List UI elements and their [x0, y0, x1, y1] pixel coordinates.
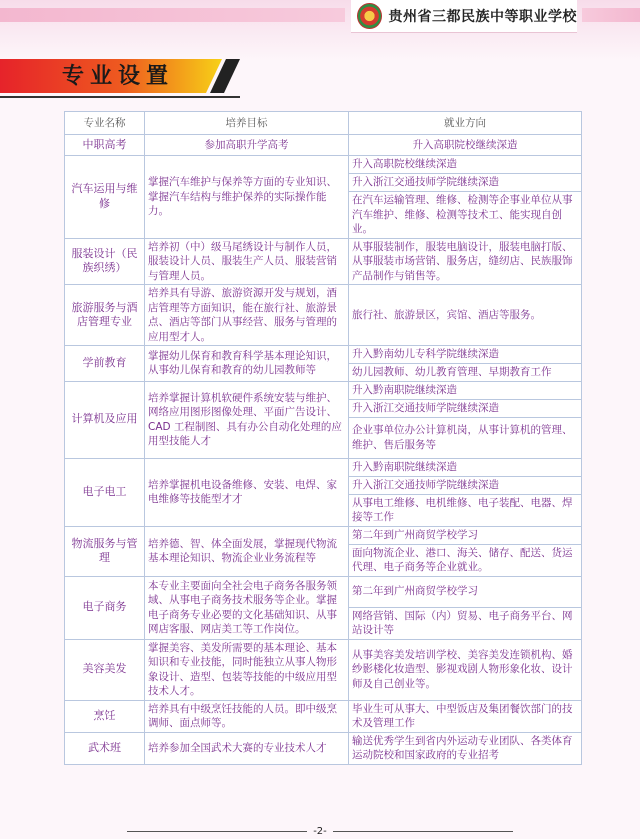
table-row [65, 732, 582, 764]
major-direction: 升入浙江交通技师学院继续深造 [349, 174, 582, 192]
major-direction: 毕业生可从事大、中型饭店及集团餐饮部门的技术及管理工作 [349, 700, 582, 732]
major-direction: 升入浙江交通技师学院继续深造 [349, 399, 582, 417]
school-logo-icon [357, 3, 382, 29]
major-name: 美容美发 [65, 639, 145, 700]
major-direction: 从事美容美发培训学校、美容美发连锁机构、婚纱影楼化妆造型、影视戏剧人物形象化妆、设计师及自己创业等。 [349, 639, 582, 700]
major-name: 服装设计（民族织绣） [65, 238, 145, 285]
major-goal: 培养具有导游、旅游资源开发与规划，酒店管理等方面知识，能在旅行社、旅游景点、酒店等部门从事经营、服务与管理的应用型才人。 [145, 285, 349, 346]
major-goal: 培养掌握计算机软硬件系统安装与维护、网络应用图形图像处理、平面广告设计、CAD 工程制图、具有办公自动化处理的应用型技能人才 [145, 381, 349, 458]
table-row [65, 700, 582, 732]
page-number: -2- [313, 825, 327, 837]
table-header-row [65, 112, 582, 135]
major-direction: 升入黔南幼儿专科学院继续深造 [349, 346, 582, 364]
header-direction: 就业方向 [349, 112, 582, 135]
major-direction: 旅行社、旅游景区，宾馆、酒店等服务。 [349, 285, 582, 346]
major-goal: 掌握汽车维护与保养等方面的专业知识、掌握汽车结构与维护保养的实际操作能力。 [145, 156, 349, 239]
table-row [65, 135, 582, 156]
header-major-name: 专业名称 [65, 112, 145, 135]
major-direction: 升入黔南职院继续深造 [349, 458, 582, 476]
major-direction: 升入浙江交通技师学院继续深造 [349, 476, 582, 494]
major-direction: 面向物流企业、港口、海关、储存、配送、货运代理、电子商务等企业就业。 [349, 544, 582, 576]
major-direction: 幼儿园教师、幼儿教育管理、早期教育工作 [349, 364, 582, 382]
table-row [65, 346, 582, 364]
major-direction: 从事服装制作，服装电脑设计，服装电脑打版、从事服装市场营销、服务店，缝纫店、民族服饰产品制作与销售等。 [349, 238, 582, 285]
major-name: 电子商务 [65, 576, 145, 639]
major-direction: 升入高职院校继续深造 [349, 156, 582, 174]
school-header [351, 0, 577, 33]
major-direction: 第二年到广州商贸学校学习 [349, 526, 582, 544]
major-direction: 网络营销、国际（内）贸易、电子商务平台、网站设计等 [349, 607, 582, 639]
header-decoration-right [582, 8, 640, 22]
major-direction: 输送优秀学生到省内外运动专业团队、各类体育运动院校和国家政府的专业招考 [349, 732, 582, 764]
major-goal: 培养德、智、体全面发展，掌握现代物流基本理论知识、物流企业业务流程等 [145, 526, 349, 576]
section-title: 专业设置 [62, 63, 175, 89]
table-row [65, 238, 582, 285]
major-direction: 升入黔南职院继续深造 [349, 381, 582, 399]
footer-line-right [333, 831, 513, 832]
major-goal: 培养初（中）级马尾绣设计与制作人员，服装设计人员、服装生产人员、服装营销与管理人员。 [145, 238, 349, 285]
major-goal: 掌握美容、美发所需要的基本理论、基本知识和专业技能，同时能独立从事人物形象设计、造型、包装等技能的中级应用型技术人才。 [145, 639, 349, 700]
major-direction: 从事电工维修、电机维修、电子装配、电器、焊接等工作 [349, 494, 582, 526]
table-row [65, 381, 582, 399]
major-direction: 在汽车运输管理、维修、检测等企事业单位从事汽车维护、维修、检测等技术工、能实现自创业。 [349, 192, 582, 239]
major-name: 武术班 [65, 732, 145, 764]
major-goal: 掌握幼儿保育和教育科学基本理论知识，从事幼儿保育和教育的幼儿园教师等 [145, 346, 349, 382]
table-row [65, 576, 582, 607]
header-decoration-left [0, 8, 345, 22]
major-name: 学前教育 [65, 346, 145, 382]
major-name: 旅游服务与酒店管理专业 [65, 285, 145, 346]
major-goal: 本专业主要面向全社会电子商务各服务领域、从事电子商务技术服务等企业。掌握电子商务专业必要的文化基础知识、从事网店客服、网店美工等工作岗位。 [145, 576, 349, 639]
major-name: 中职高考 [65, 135, 145, 156]
table-row [65, 156, 582, 174]
major-direction: 企业事单位办公计算机岗，从事计算机的管理、维护、售后服务等 [349, 417, 582, 458]
major-name: 电子电工 [65, 458, 145, 526]
table-row [65, 639, 582, 700]
table-row [65, 526, 582, 544]
major-goal: 培养具有中级烹饪技能的人员。即中级烹调师、面点师等。 [145, 700, 349, 732]
major-goal: 参加高职升学高考 [145, 135, 349, 156]
header-goal: 培养目标 [145, 112, 349, 135]
major-name: 计算机及应用 [65, 381, 145, 458]
major-goal: 培养掌握机电设备维修、安装、电焊、家电维修等技能型才才 [145, 458, 349, 526]
major-direction: 第二年到广州商贸学校学习 [349, 576, 582, 607]
title-underline [0, 96, 240, 98]
major-table [64, 111, 582, 765]
major-goal: 培养参加全国武术大赛的专业技术人才 [145, 732, 349, 764]
school-name: 贵州省三都民族中等职业学校 [388, 9, 577, 25]
table-row [65, 458, 582, 476]
footer-line-left [127, 831, 307, 832]
major-name: 汽车运用与维修 [65, 156, 145, 239]
major-name: 物流服务与管理 [65, 526, 145, 576]
table-row [65, 285, 582, 346]
major-direction: 升入高职院校继续深造 [349, 135, 582, 156]
page-number-footer [0, 824, 640, 838]
major-name: 烹饪 [65, 700, 145, 732]
